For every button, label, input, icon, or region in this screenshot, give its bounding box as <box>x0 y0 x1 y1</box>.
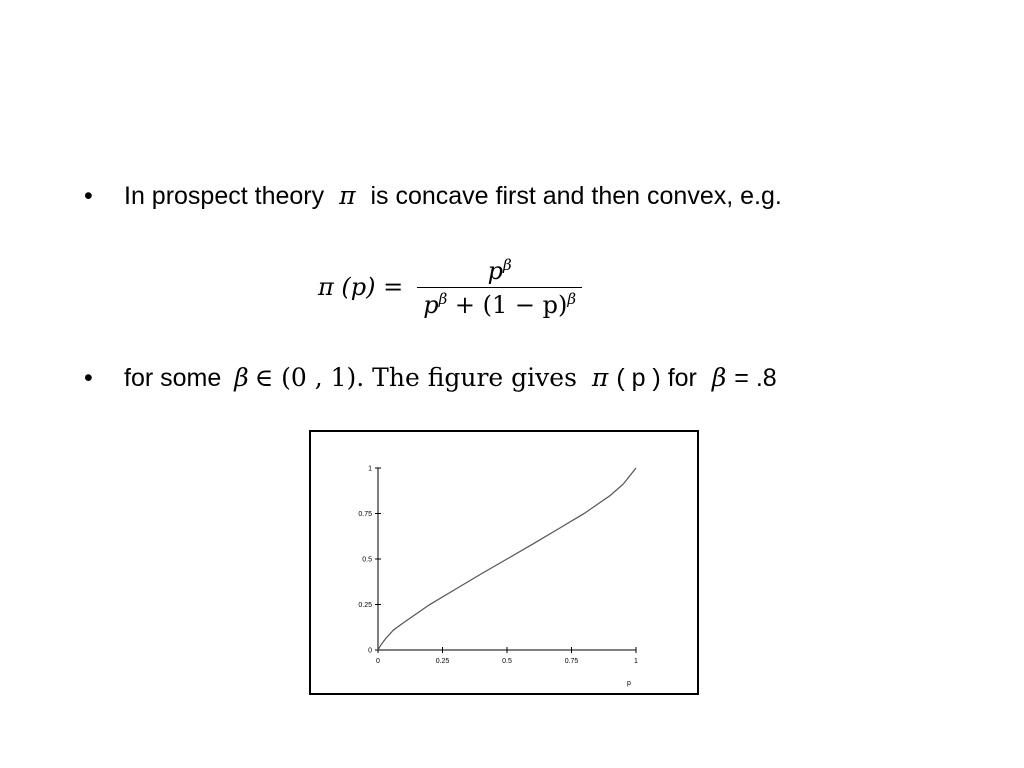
weighting-function-chart <box>311 432 697 693</box>
denominator-rest-exponent: β <box>567 289 577 308</box>
denominator-rest: + (1 − p) <box>454 290 568 319</box>
y-tick-label: 0 <box>368 647 372 655</box>
y-tick-label: 0.5 <box>362 556 372 564</box>
numerator-base: p <box>487 256 503 285</box>
formula-fraction <box>417 256 582 319</box>
figure-frame <box>309 430 699 695</box>
x-tick-label: 0.25 <box>435 658 450 665</box>
x-axis-label: p <box>627 680 631 687</box>
x-tick-label: 0.5 <box>502 658 512 665</box>
x-tick-label: 0 <box>376 658 380 665</box>
bullet-2-text-part1: for some <box>124 364 222 392</box>
formula-denominator <box>417 288 582 319</box>
bullet-marker: • <box>84 364 93 392</box>
bullet-2 <box>84 363 777 393</box>
x-tick-label: 1 <box>634 658 638 665</box>
y-tick-label: 0.75 <box>358 511 372 518</box>
numerator-exponent: β <box>503 255 512 274</box>
pi-symbol: π <box>339 181 356 210</box>
probability-weighting-formula <box>318 242 582 332</box>
denominator-p: p <box>423 290 439 319</box>
beta-symbol: β <box>234 363 249 392</box>
y-tick-label: 1 <box>368 465 372 473</box>
denominator-p-exponent: β <box>438 289 448 308</box>
bullet-1-text-start: In prospect theory <box>124 182 325 210</box>
bullet-marker: • <box>84 182 93 210</box>
formula-lhs: π (p) = <box>318 273 404 301</box>
bullet-2-text-part3: ( p ) for <box>616 364 697 392</box>
pi-symbol: π <box>591 363 609 392</box>
series-line <box>378 468 636 650</box>
bullet-1 <box>84 181 782 211</box>
beta-symbol: β <box>711 363 727 392</box>
y-tick-label: 0.25 <box>358 602 372 609</box>
bullet-2-text-part2: ∈ (0 , 1). The figure gives <box>254 363 577 392</box>
bullet-1-text-end: is concave first and then convex, e.g. <box>370 182 782 210</box>
x-tick-label: 0.75 <box>564 658 579 665</box>
formula-numerator <box>482 256 518 287</box>
bullet-2-text-part4: = .8 <box>734 364 777 392</box>
